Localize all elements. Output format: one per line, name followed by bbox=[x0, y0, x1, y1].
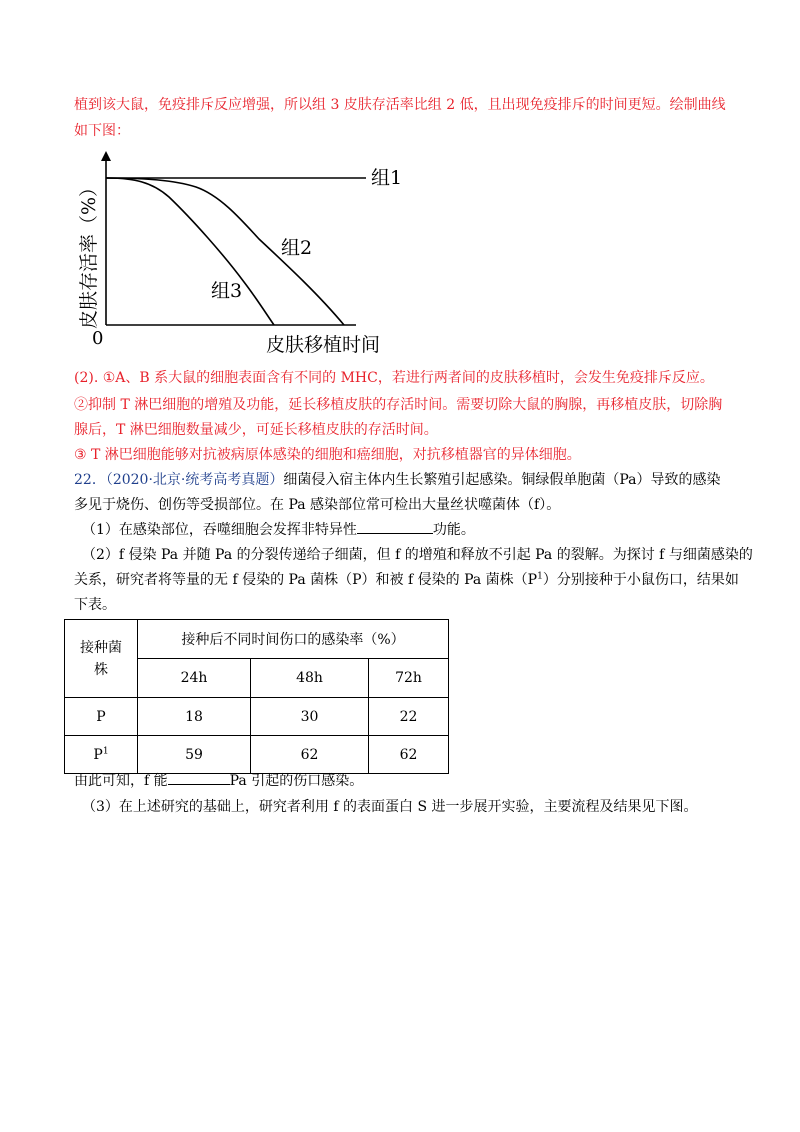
table-cell: 62 bbox=[251, 736, 369, 774]
table-cell: 30 bbox=[251, 698, 369, 736]
sub-question-2-line bbox=[74, 570, 739, 590]
conclusion-text: 由此可知，f 能 bbox=[74, 773, 168, 789]
table-cell-strain bbox=[65, 736, 138, 774]
answer-blank[interactable] bbox=[168, 771, 230, 785]
corner-header-line: 株 bbox=[94, 661, 108, 678]
table-cell: 18 bbox=[138, 698, 251, 736]
strain-name: P bbox=[93, 746, 103, 763]
conclusion-tail: Pa 引起的伤口感染。 bbox=[229, 773, 364, 789]
question-number: 22． bbox=[74, 472, 106, 488]
curve-group-3 bbox=[106, 178, 274, 325]
table-row bbox=[65, 736, 449, 774]
answer-blank[interactable] bbox=[357, 520, 433, 534]
answer-text-line: (2). ①A、B 系大鼠的细胞表面含有不同的 MHC，若进行两者间的皮肤移植时，会发生免疫排斥反应。 bbox=[74, 370, 714, 386]
answer-text-line: 腺后，T 淋巴细胞数量减少，可延长移植皮肤的存活时间。 bbox=[74, 422, 438, 438]
sub-question-2-text-tail: ）分别接种于小鼠伤口，结果如 bbox=[542, 572, 739, 588]
infection-rate-table bbox=[64, 619, 449, 774]
y-axis-label: 皮肤存活率（%） bbox=[78, 177, 100, 329]
sub-question-2-line: （2）f 侵染 Pa 并随 Pa 的分裂传递给子细菌，但 f 的增殖和释放不引起 Pa 的裂解。为探讨 f 与细菌感染的 bbox=[82, 547, 753, 563]
table-cell-strain: P bbox=[65, 698, 138, 736]
table-group-header: 接种后不同时间伤口的感染率（%） bbox=[138, 620, 449, 659]
question-stem-line: 多见于烧伤、创伤等受损部位。在 Pa 感染部位常可检出大量丝状噬菌体（f）。 bbox=[74, 497, 561, 513]
y-axis-arrow bbox=[101, 151, 111, 161]
sub-question-2-text: 关系，研究者将等量的无 f 侵染的 Pa 菌株（P）和被 f 侵染的 Pa 菌株（P bbox=[74, 572, 538, 588]
sub-question-3: （3）在上述研究的基础上，研究者利用 f 的表面蛋白 S 进一步展开实验，主要流程及结果见下图。 bbox=[82, 799, 698, 815]
table-header-24h: 24h bbox=[138, 659, 251, 698]
curve-label-group-3: 组3 bbox=[211, 280, 243, 302]
origin-label: 0 bbox=[92, 328, 104, 349]
sub-question-1-tail: 功能。 bbox=[432, 522, 475, 538]
sub-question-1-text: （1）在感染部位，吞噬细胞会发挥非特异性 bbox=[82, 522, 357, 538]
corner-header-line: 接种菌 bbox=[80, 639, 122, 656]
superscript: 1 bbox=[102, 745, 109, 756]
table-cell: 62 bbox=[369, 736, 449, 774]
answer-text-line: ②抑制 T 淋巴细胞的增殖及功能，延长移植皮肤的存活时间。需要切除大鼠的胸腺，再移植皮肤，切除胸 bbox=[74, 397, 723, 413]
question-source: （2020·北京·统考高考真题） bbox=[105, 472, 284, 488]
table-cell: 59 bbox=[138, 736, 251, 774]
answer-text-line: 植到该大鼠，免疫排斥反应增强，所以组 3 皮肤存活率比组 2 低，且出现免疫排斥的时间更短。绘制曲线 bbox=[74, 97, 726, 113]
sub-question-2-line: 下表。 bbox=[74, 597, 116, 613]
answer-text-line: 如下图： bbox=[74, 123, 130, 139]
conclusion-line bbox=[74, 771, 363, 791]
question-stem-text: 细菌侵入宿主体内生长繁殖引起感染。铜绿假单胞菌（Pa）导致的感染 bbox=[283, 472, 721, 488]
table-corner-header bbox=[65, 620, 138, 698]
table-cell: 22 bbox=[369, 698, 449, 736]
curve-label-group-2: 组2 bbox=[281, 237, 313, 259]
table-header-48h: 48h bbox=[251, 659, 369, 698]
superscript: 1 bbox=[537, 571, 543, 582]
sub-question-1 bbox=[82, 520, 475, 540]
answer-text-line: ③ T 淋巴细胞能够对抗被病原体感染的细胞和癌细胞，对抗移植器官的异体细胞。 bbox=[74, 447, 581, 463]
x-axis-label: 皮肤移植时间 bbox=[266, 334, 381, 356]
question-22-stem bbox=[74, 470, 721, 490]
table-header-72h: 72h bbox=[369, 659, 449, 698]
table-row bbox=[65, 698, 449, 736]
survival-curve-figure bbox=[74, 147, 414, 366]
curve-label-group-1: 组1 bbox=[371, 167, 403, 189]
